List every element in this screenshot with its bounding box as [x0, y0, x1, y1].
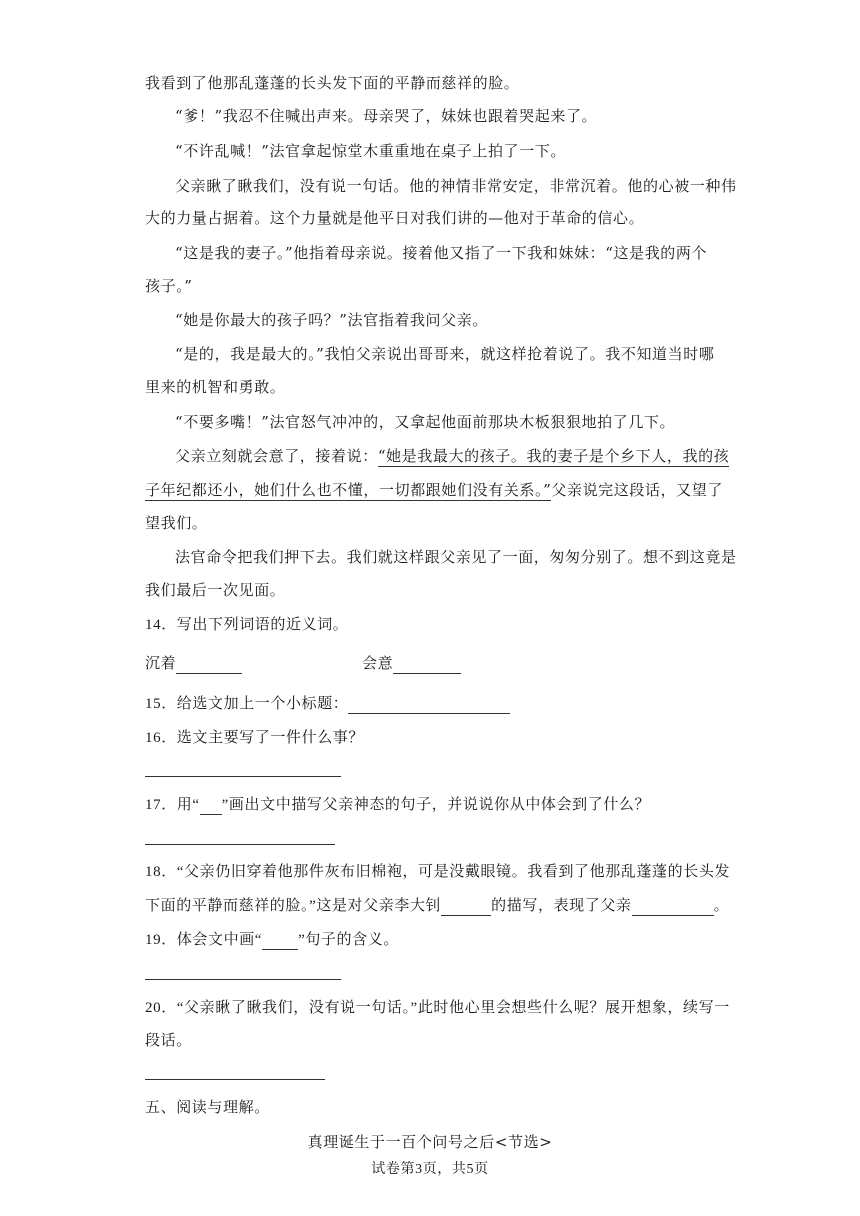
question-19-text-a: 19．体会文中画“	[145, 932, 263, 948]
answer-line-17[interactable]	[145, 844, 335, 845]
question-18-line-1: 18．“父亲仍旧穿着他那件灰布旧棉袍，可是没戴眼镜。我看到了他那乱蓬蓬的长头发	[145, 864, 731, 880]
title-answer-blank[interactable]	[348, 697, 510, 714]
passage-paragraph-7-line-2: 里来的机智和勇敢。	[145, 378, 286, 396]
passage-paragraph-9-line-3: 望我们。	[145, 514, 208, 532]
passage-paragraph-5-line-2: 孩子。”	[145, 277, 193, 295]
question-19	[145, 930, 399, 950]
question-16: 16．选文主要写了一件什么事？	[145, 730, 365, 746]
question-17	[145, 795, 650, 815]
question-17-text-a: 17．用“	[145, 797, 200, 813]
question-18-text-c: 。	[713, 898, 730, 914]
passage-paragraph-8: “不要多嘴！”法官怒气冲冲的，又拿起他面前那块木板狠狠地拍了几下。	[175, 413, 676, 431]
passage-paragraph-2: “爹！”我忍不住喊出声来。母亲哭了，妹妹也跟着哭起来了。	[175, 107, 598, 125]
question-15	[145, 694, 510, 714]
passage-paragraph-9-line-1	[175, 446, 729, 466]
description-type-blank[interactable]	[441, 899, 491, 916]
answer-line-19[interactable]	[145, 979, 341, 980]
answer-blank-1[interactable]	[176, 657, 242, 674]
question-14-item-1	[145, 654, 242, 674]
question-14-item-2	[362, 654, 461, 674]
page-footer: 试卷第3页，共5页	[371, 1162, 489, 1177]
paragraph-9-intro: 父亲立刻就会意了，接着说：	[175, 447, 378, 465]
underlined-quote-part-1: “她是我最大的孩子。我的妻子是个乡下人，我的孩	[377, 447, 730, 465]
character-trait-blank[interactable]	[632, 899, 714, 916]
question-20-line-1: 20．“父亲瞅了瞅我们，没有说一句话。”此时他心里会想些什么呢？展开想象，续写一	[145, 1000, 730, 1016]
word-label-1: 沉着	[145, 656, 177, 672]
question-14: 14．写出下列词语的近义词。	[145, 617, 349, 633]
passage-paragraph-9-line-2	[145, 480, 723, 500]
underlined-quote-part-2: 子年纪都还小，她们什么也不懂，一切都跟她们没有关系。”	[145, 481, 552, 499]
passage-paragraph-4-line-2: 大的力量占据着。这个力量就是他平日对我们讲的—他对于革命的信心。	[145, 209, 645, 227]
question-18-text-a: 下面的平静而慈祥的脸。”这是对父亲李大钊	[145, 898, 442, 914]
section-5-heading: 五、阅读与理解。	[145, 1100, 270, 1116]
answer-blank-2[interactable]	[393, 657, 461, 674]
question-18-text-b: 的描写，表现了父亲	[491, 898, 632, 914]
passage-paragraph-6: “她是你最大的孩子吗？”法官指着我问父亲。	[175, 311, 488, 329]
passage-paragraph-5-line-1: “这是我的妻子。”他指着母亲说。接着他又指了一下我和妹妹：“这是我的两个	[175, 244, 708, 262]
section-5-title: 真理诞生于一百个问号之后<节选>	[307, 1133, 553, 1151]
passage-paragraph-7-line-1: “是的，我是最大的。”我怕父亲说出哥哥来，就这样抢着说了。我不知道当时哪	[175, 345, 715, 363]
underline-mark-sample	[200, 798, 222, 815]
passage-paragraph-10-line-1: 法官命令把我们押下去。我们就这样跟父亲见了一面，匆匆分别了。想不到这竟是	[175, 548, 737, 566]
answer-line-16[interactable]	[145, 776, 341, 777]
passage-paragraph-1: 我看到了他那乱蓬蓬的长头发下面的平静而慈祥的脸。	[145, 74, 520, 92]
question-20-line-2: 段话。	[145, 1033, 192, 1049]
question-18-line-2	[145, 896, 729, 916]
question-15-text: 15．给选文加上一个小标题：	[145, 696, 349, 712]
passage-paragraph-3: “不许乱喊！”法官拿起惊堂木重重地在桌子上拍了一下。	[175, 142, 566, 160]
passage-paragraph-10-line-2: 我们最后一次见面。	[145, 581, 286, 599]
paragraph-9-continuation: 父亲说完这段话，又望了	[551, 481, 723, 499]
answer-line-20[interactable]	[145, 1079, 325, 1080]
word-label-2: 会意	[362, 656, 394, 672]
passage-paragraph-4-line-1: 父亲瞅了瞅我们，没有说一句话。他的神情非常安定，非常沉着。他的心被一种伟	[175, 177, 737, 195]
underline-mark-sample-2	[262, 933, 298, 950]
question-19-text-b: ”句子的含义。	[298, 932, 399, 948]
question-17-text-b: ”画出文中描写父亲神态的句子，并说说你从中体会到了什么？	[221, 797, 651, 813]
